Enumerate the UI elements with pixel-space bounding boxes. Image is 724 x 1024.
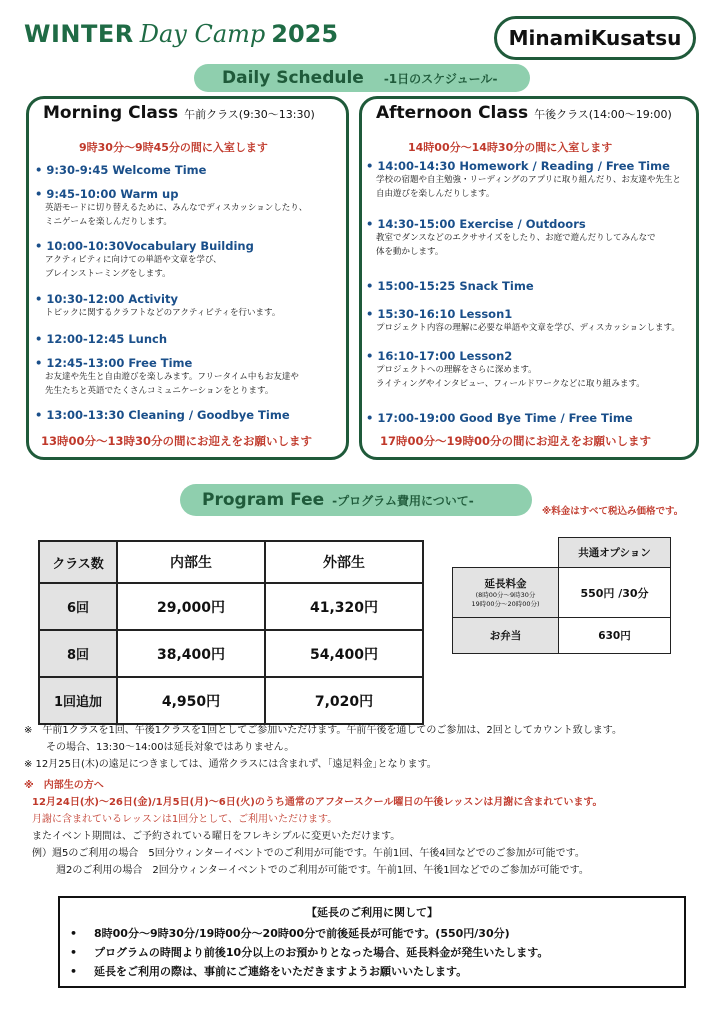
option-blank-cell: [453, 538, 559, 568]
bullet-icon: •: [366, 411, 374, 425]
schedule-item: [35, 332, 167, 346]
table-row: [39, 630, 423, 677]
bullet-icon: •: [35, 408, 43, 422]
schedule-item-title: [366, 307, 680, 321]
schedule-item-title: [35, 292, 280, 306]
schedule-item-heading: 13:00-13:30 Cleaning / Goodbye Time: [46, 408, 290, 422]
schedule-item-desc: 学校の宿題や自主勉強・リーディングのアプリに取り組んだり、お友達や先生と: [376, 175, 681, 185]
afternoon-header: [376, 103, 672, 123]
note-line: 月謝に含まれているレッスンは1回分として、ご利用いただけます。: [32, 814, 338, 825]
schedule-item-title: [35, 356, 299, 370]
schedule-item-title: [366, 279, 534, 293]
note-line: ※ 内部生の方へ: [24, 780, 104, 791]
option-bento-label: お弁当: [453, 618, 559, 654]
location-badge: MinamiKusatsu: [494, 16, 696, 60]
fee-col-internal: 内部生: [117, 541, 265, 583]
fee-cell: 4,950円: [117, 677, 265, 724]
fee-cell: 1回追加: [39, 677, 117, 724]
fee-cell: 6回: [39, 583, 117, 630]
title-winter: WINTER: [24, 20, 134, 48]
schedule-item-desc: アクティビティに向けての単語や文章を学び、: [45, 255, 222, 265]
schedule-item: [35, 239, 254, 281]
fee-table-header: [39, 541, 423, 583]
fee-cell: 8回: [39, 630, 117, 677]
bullet-icon: •: [70, 927, 78, 940]
option-ext-label: 延長料金: [484, 578, 527, 590]
extension-text: 8時00分〜9時30分/19時00分〜20時00分で前後延長が可能です。(550円/30分): [94, 927, 510, 940]
afternoon-class-box: [359, 96, 699, 460]
title-year: 2025: [271, 20, 339, 48]
list-item: [70, 943, 548, 962]
fee-title: Program Fee: [202, 490, 325, 510]
morning-arrival: 9時30分〜9時45分の間に入室します: [79, 141, 268, 154]
schedule-item: [366, 159, 681, 201]
schedule-item-title: [366, 217, 656, 231]
bullet-icon: •: [35, 332, 43, 346]
schedule-subtitle: -1日のスケジュール-: [383, 71, 498, 86]
schedule-item-desc: お友達や先生と自由遊びを楽しみます。フリータイム中もお友達や: [45, 372, 299, 382]
schedule-item-heading: 15:00-15:25 Snack Time: [377, 279, 534, 293]
table-row: [453, 618, 671, 654]
schedule-item-heading: 15:30-16:10 Lesson1: [377, 307, 513, 321]
fee-heading: [180, 484, 532, 516]
bullet-icon: •: [35, 187, 43, 201]
afternoon-time: 午後クラス(14:00〜19:00): [534, 108, 672, 121]
fee-cell: 29,000円: [117, 583, 265, 630]
schedule-item-title: [35, 239, 254, 253]
option-ext-sub1: (8時00分〜9時30分: [475, 591, 536, 599]
option-bento-price: 630円: [559, 618, 671, 654]
schedule-item-heading: 10:00-10:30Vocabulary Building: [46, 239, 254, 253]
schedule-item-heading: 14:00-14:30 Homework / Reading / Free Time: [377, 159, 670, 173]
bullet-icon: •: [366, 159, 374, 173]
schedule-item-desc: トピックに関するクラフトなどのアクティビティを行います。: [45, 308, 281, 318]
extension-list: [70, 924, 548, 981]
schedule-item-heading: 12:00-12:45 Lunch: [46, 332, 168, 346]
extension-text: 延長をご利用の際は、事前にご連絡をいただきますようお願いいたします。: [94, 965, 468, 978]
note-line: その場合、13:30〜14:00は延長対象ではありません。: [46, 742, 295, 753]
option-header-row: [453, 538, 671, 568]
fee-cell: 38,400円: [117, 630, 265, 677]
list-item: [70, 924, 548, 943]
afternoon-arrival: 14時00分〜14時30分の間に入室します: [408, 141, 613, 154]
note-line: 例）週5のご利用の場合 5回分ウィンターイベントでのご利用が可能です。午前1回、午後4回などでのご参加が可能です。: [32, 848, 585, 859]
schedule-item-title: [35, 408, 290, 422]
schedule-item-desc: 先生たちと英語でたくさんコミュニケーションをとります。: [45, 386, 274, 396]
schedule-heading: [194, 64, 530, 92]
afternoon-name: Afternoon Class: [376, 103, 529, 123]
note-line: またイベント期間は、ご予約されている曜日をフレキシブルに変更いただけます。: [32, 831, 401, 842]
bullet-icon: •: [35, 292, 43, 306]
morning-class-box: [26, 96, 349, 460]
schedule-item-heading: 12:45-13:00 Free Time: [46, 356, 193, 370]
schedule-item-desc: ブレインストーミングをします。: [45, 269, 171, 279]
note-line: 12月24日(水)〜26日(金)/1月5日(月)〜6日(火)のうち通常のアフタースクール曜日の午後レッスンは月謝に含まれています。: [32, 797, 603, 808]
note-line: 週2のご利用の場合 2回分ウィンターイベントでのご利用が可能です。午前1回、午後1回などでのご参加が可能です。: [56, 865, 589, 876]
fee-subtitle: -プログラム費用について-: [332, 493, 474, 508]
bullet-icon: •: [366, 279, 374, 293]
schedule-item: [35, 408, 290, 422]
schedule-item-desc: プロジェクト内容の理解に必要な単語や文章を学び、ディスカッションします。: [376, 323, 680, 333]
table-row: [39, 583, 423, 630]
notes-section: [24, 722, 714, 879]
schedule-item-heading: 9:30-9:45 Welcome Time: [46, 163, 207, 177]
bullet-icon: •: [366, 217, 374, 231]
schedule-item: [366, 349, 645, 391]
title-day-camp: Day Camp: [139, 20, 266, 48]
table-row: [453, 568, 671, 618]
table-row: [39, 677, 423, 724]
schedule-item-title: [366, 349, 645, 363]
afternoon-pickup: 17時00分〜19時00分の間にお迎えをお願いします: [380, 434, 652, 448]
schedule-item-desc: 英語モードに切り替えるために、みんなでディスカッションしたり、: [45, 203, 308, 213]
schedule-item-desc: 教室でダンスなどのエクササイズをしたり、お庭で遊んだりしてみんなで: [376, 233, 656, 243]
schedule-item: [366, 279, 534, 293]
schedule-item-heading: 9:45-10:00 Warm up: [46, 187, 179, 201]
morning-header: [43, 103, 315, 123]
schedule-item: [35, 356, 299, 398]
schedule-item: [35, 163, 206, 177]
fee-cell: 41,320円: [265, 583, 423, 630]
schedule-item: [366, 307, 680, 335]
bullet-icon: •: [70, 946, 78, 959]
fee-col-classes: クラス数: [39, 541, 117, 583]
bullet-icon: •: [35, 239, 43, 253]
extension-text: プログラムの時間より前後10分以上のお預かりとなった場合、延長料金が発生いたします。: [94, 946, 549, 959]
schedule-item-heading: 10:30-12:00 Activity: [46, 292, 178, 306]
schedule-item-heading: 16:10-17:00 Lesson2: [377, 349, 513, 363]
page-title: [24, 20, 338, 48]
schedule-item-desc: プロジェクトへの理解をさらに深めます。: [376, 365, 537, 375]
schedule-item: [366, 217, 656, 259]
morning-name: Morning Class: [43, 103, 179, 123]
option-table: [452, 537, 671, 654]
schedule-item-title: [35, 187, 307, 201]
bullet-icon: •: [70, 965, 78, 978]
schedule-item: [35, 187, 307, 229]
schedule-title: Daily Schedule: [222, 68, 364, 88]
schedule-item: [366, 411, 633, 425]
bullet-icon: •: [366, 307, 374, 321]
schedule-item-title: [35, 163, 206, 177]
schedule-item-title: [35, 332, 167, 346]
extension-title: 【延長のご利用に関して】: [306, 906, 438, 919]
morning-pickup: 13時00分〜13時30分の間にお迎えをお願いします: [41, 434, 313, 448]
schedule-item: [35, 292, 280, 320]
option-header: 共通オプション: [559, 538, 671, 568]
option-ext-label-cell: [453, 568, 559, 618]
schedule-item-heading: 14:30-15:00 Exercise / Outdoors: [377, 217, 586, 231]
schedule-item-desc: ミニゲームを楽しんだりします。: [45, 217, 172, 227]
note-line: ※ 午前1クラスを1回、午後1クラスを1回としてご参加いただけます。午前午後を通してのご参加は、2回としてカウント致します。: [24, 725, 622, 736]
schedule-item-heading: 17:00-19:00 Good Bye Time / Free Time: [377, 411, 633, 425]
schedule-item-desc: 体を動かします。: [376, 247, 444, 257]
option-ext-sub2: 19時00分〜20時00分): [471, 600, 540, 608]
schedule-item-title: [366, 411, 633, 425]
tax-note: ※料金はすべて税込み価格です。: [542, 506, 684, 517]
morning-time: 午前クラス(9:30〜13:30): [184, 108, 315, 121]
bullet-icon: •: [35, 356, 43, 370]
note-line: ※ 12月25日(木)の遠足につきましては、通常クラスには含まれず、｢遠足料金｣となります。: [24, 759, 437, 770]
schedule-item-desc: ライティングやインタビュー、フィールドワークなどに取り組みます。: [376, 379, 645, 389]
list-item: [70, 962, 548, 981]
fee-col-external: 外部生: [265, 541, 423, 583]
schedule-item-title: [366, 159, 681, 173]
fee-cell: 7,020円: [265, 677, 423, 724]
fee-cell: 54,400円: [265, 630, 423, 677]
schedule-item-desc: 自由遊びを楽しんだりします。: [376, 189, 495, 199]
bullet-icon: •: [35, 163, 43, 177]
fee-table: [38, 540, 424, 725]
extension-box: [58, 896, 686, 988]
option-ext-price: 550円 /30分: [559, 568, 671, 618]
bullet-icon: •: [366, 349, 374, 363]
